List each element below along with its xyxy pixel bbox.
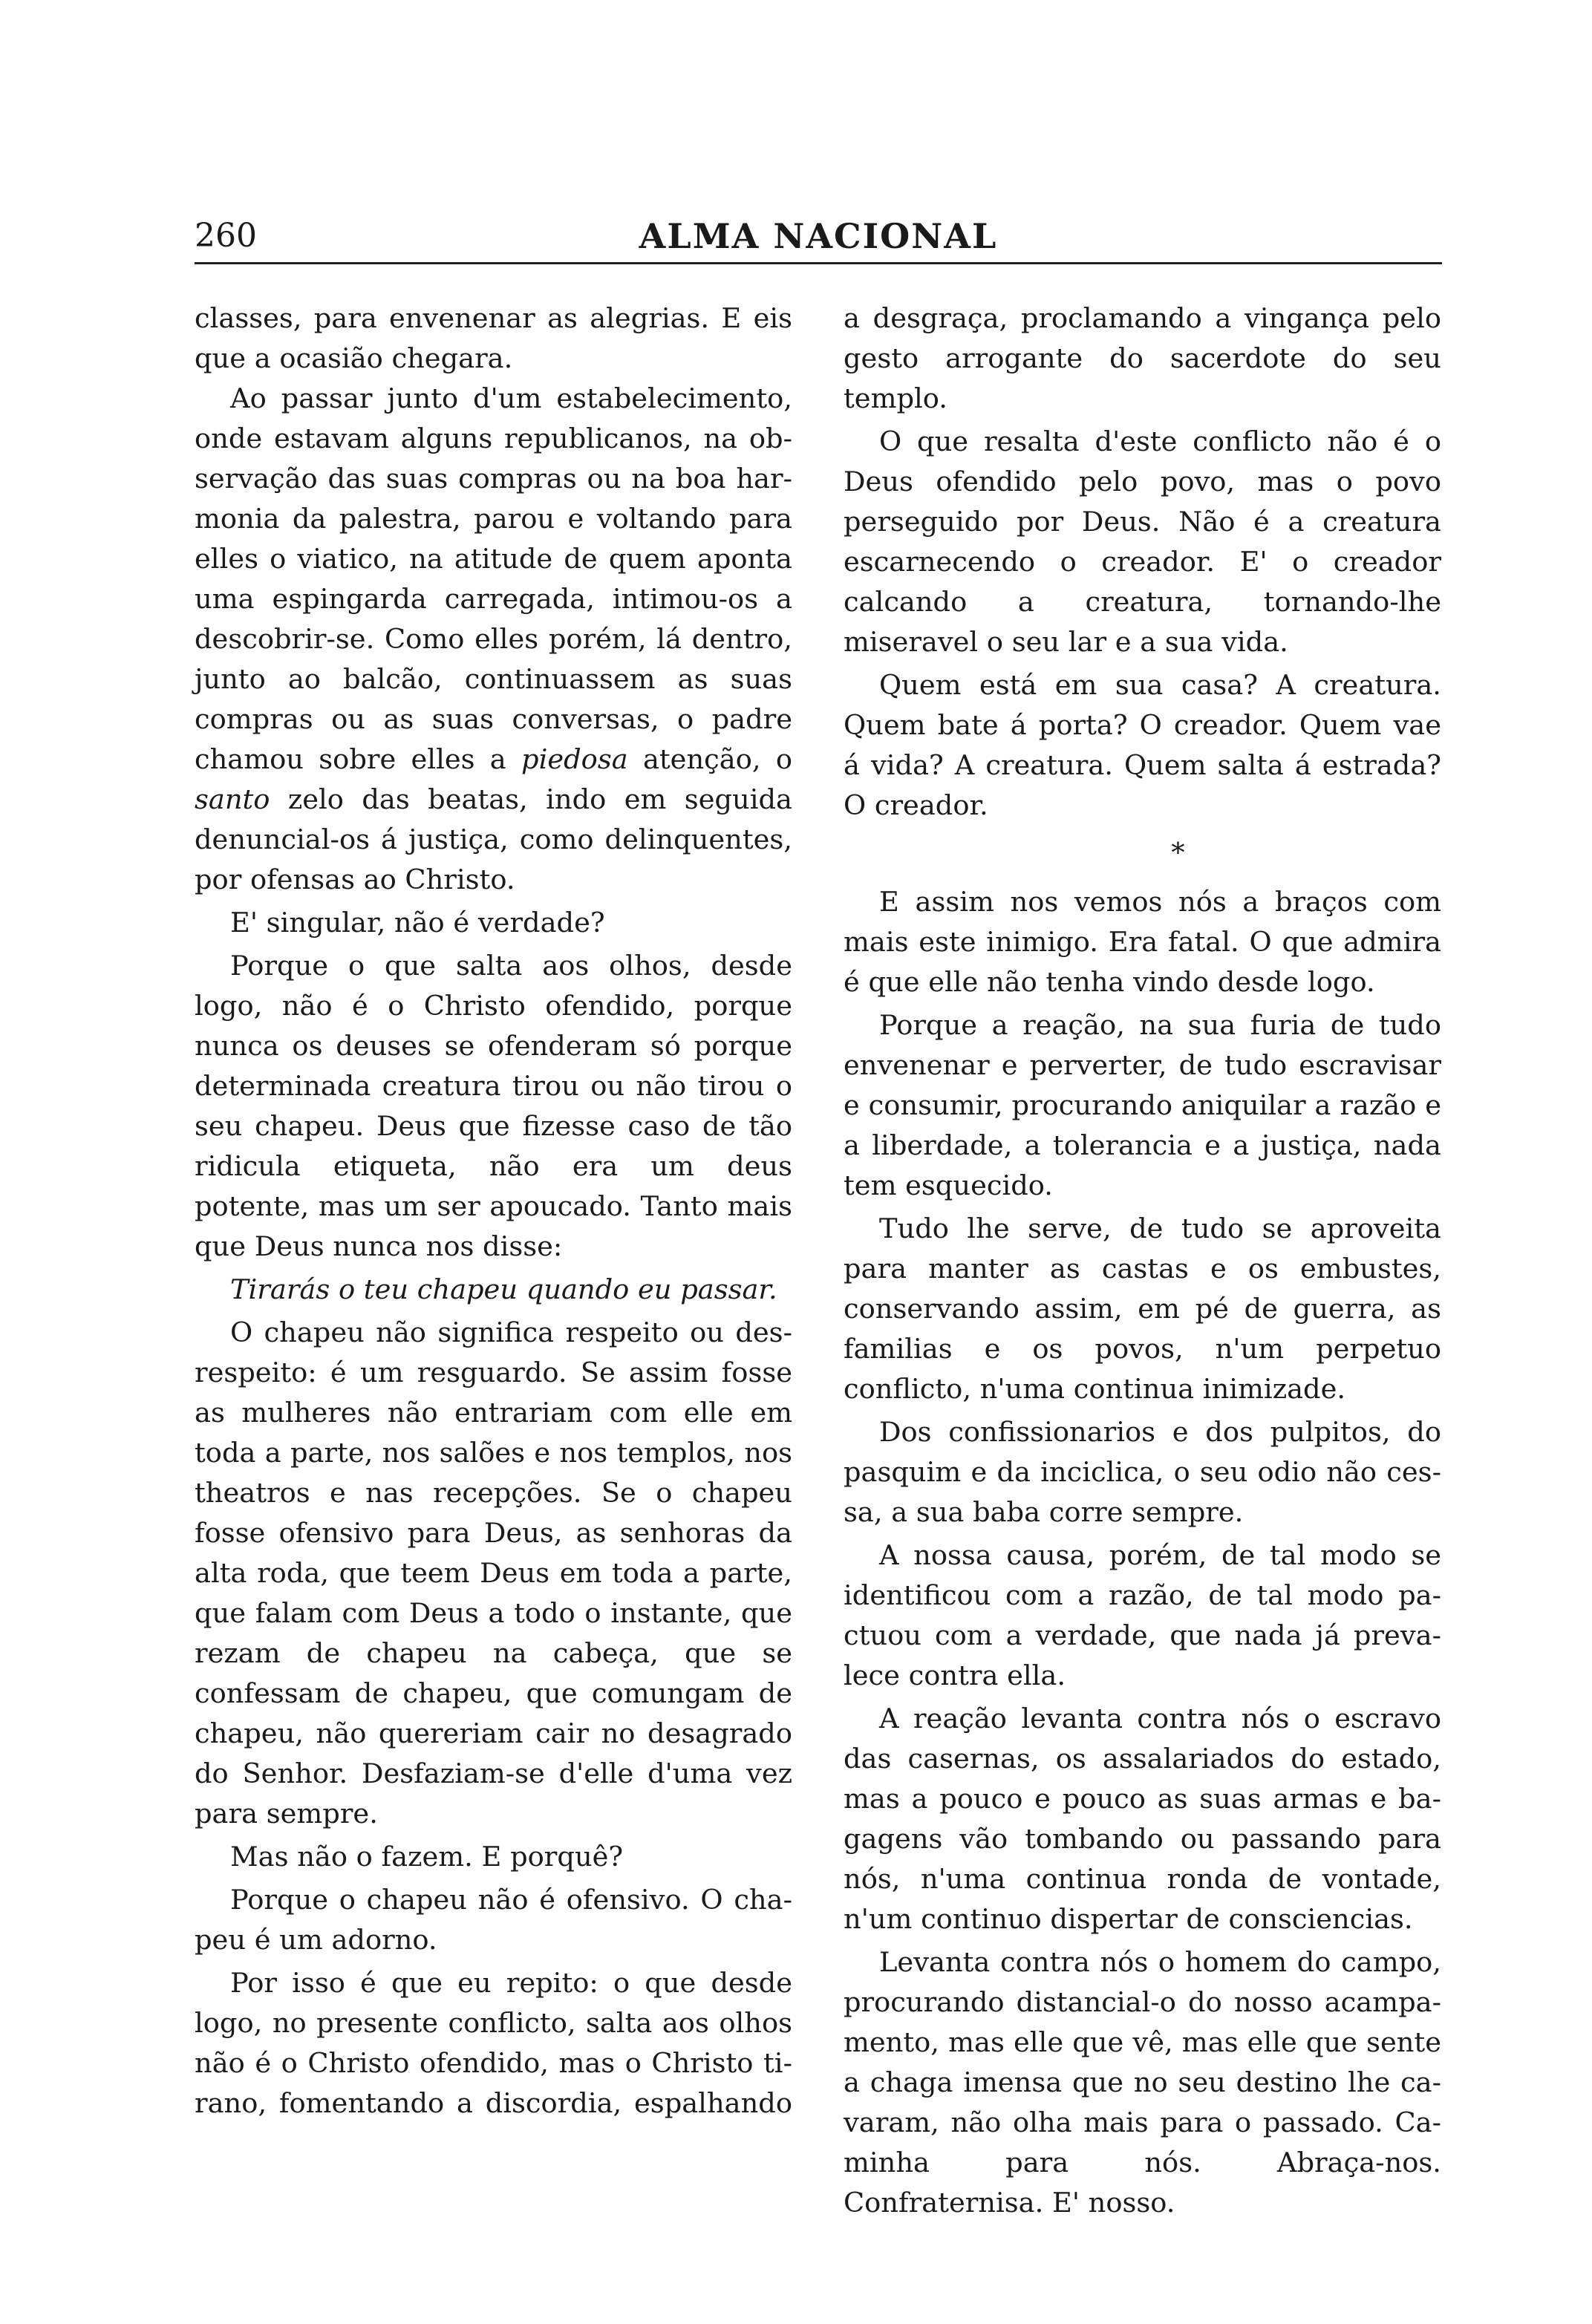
text-run: atenção, o (627, 743, 792, 775)
paragraph: O que resalta d'este conflicto não é o Deus ofendido pelo povo, mas o povo perseguido por Deus. Não é a creatura escarnecendo o creador. E' o creador calcando a creatura, tornando-lhe miseravel o seu lar e a sua vida. (844, 425, 1441, 658)
paragraph: O chapeu não significa respeito ou desrespeito: é um resguardo. Se assim fosse as mulheres não entrariam com elle em toda a parte, nos salões e nos templos, nos theatros e nas recepções. Se o chapeu fosse ofensivo para Deus, as senhoras da alta roda, que teem Deus em toda a parte, que falam com Deus a todo o instante, que rezam de chapeu na cabeça, que se confessam de chapeu, que comungam de chapeu, não quereriam cair no desagrado do Senhor. Desfaziam-se d'elle d'uma vez para sempre. (195, 1316, 792, 1830)
paragraph: Tudo lhe serve, de tudo se aproveita para manter as castas e os embustes, conservando assim, em pé de guerra, as familias e os povos, n'um perpetuo conflicto, n'uma continua inimizade. (844, 1212, 1441, 1405)
paragraph: Dos confissionarios e dos pulpitos, do pasquim e da inciclica, o seu odio não cessa, a sua baba corre sempre. (844, 1416, 1441, 1528)
emphasis: santo (195, 783, 270, 815)
header-rule (195, 262, 1442, 264)
paragraph: Porque o que salta aos olhos, desde logo, não é o Christo ofendido, porque nunca os deuses se ofenderam só porque determinada creatura tirou ou não tirou o seu chapeu. Deus que fizesse caso de tão ridicula etiqueta, não era um deus potente, mas um ser apoucado. Tanto mais que Deus nunca nos disse: (195, 950, 792, 1262)
right-column (844, 298, 1441, 2223)
paragraph: Quem está em sua casa? A creatura. Quem bate á porta? O creador. Quem vae á vida? A creatura. Quem salta á estrada? O creador. (844, 669, 1441, 821)
section-separator (844, 833, 1441, 873)
paragraph (195, 379, 792, 900)
page-header (195, 214, 1442, 258)
paragraph: a desgraça, proclamando a vingança pelo gesto arrogante do sacerdote do seu templo. (844, 302, 1441, 414)
paragraph: A reação levanta contra nós o escravo das casernas, os assalariados do estado, mas a pouco e pouco as suas armas e bagagens vão tombando ou passando para nós, n'uma continua ronda de vontade, n'um continuo dispertar de consciencias. (844, 1703, 1441, 1935)
paragraph: Levanta contra nós o homem do campo, procurando distancial-o do nosso acampamento, mas elle que vê, mas elle que sente a chaga imensa que no seu destino lhe cavaram, não olha mais para o passado. Caminha para nós. Abraça-nos. Confraternisa. E' nosso. (844, 1946, 1441, 2219)
text-run: Ao passar junto d'um estabelecimento, onde estavam alguns republicanos, na observação das suas compras ou na boa harmonia da palestra, parou e voltando para elles o viatico, na atitude de quem aponta uma espingarda carregada, intimou-os a descobrir-se. Como elles porém, lá dentro, junto ao balcão, continuassem as suas compras ou as suas conversas, o padre chamou sobre elles a (195, 382, 792, 775)
page-number: 260 (195, 217, 257, 255)
quoted-line: Tirarás o teu chapeu quando eu passar. (230, 1273, 777, 1305)
emphasis: piedosa (521, 743, 628, 775)
paragraph: Por isso é que eu repito: o que desde logo, no presente conflicto, salta aos olhos não é o Christo ofendido, mas o Christo tirano, fomentando a discordia, espalhando (195, 1967, 792, 2119)
left-column (195, 298, 792, 2124)
paragraph: Porque o chapeu não é ofensivo. O chapeu é um adorno. (195, 1884, 792, 1956)
paragraph: E assim nos vemos nós a braços com mais este inimigo. Era fatal. O que admira é que elle não tenha vindo desde logo. (844, 886, 1441, 998)
paragraph: E' singular, não é verdade? (230, 907, 605, 939)
paragraph: A nossa causa, porém, de tal modo se identificou com a razão, de tal modo pactuou com a verdade, que nada já prevalece contra ella. (844, 1539, 1441, 1691)
text-run: zelo das beatas, indo em seguida denuncial-os á justiça, como delinquentes, por ofensas ao Christo. (195, 783, 792, 895)
asterisk: * (1171, 837, 1185, 869)
paragraph: Porque a reação, na sua furia de tudo envenenar e perverter, de tudo escravisar e consumir, procurando aniquilar a razão e a liberdade, a tolerancia e a justiça, nada tem esquecido. (844, 1009, 1441, 1201)
running-title: ALMA NACIONAL (639, 216, 998, 256)
paragraph: Mas não o fazem. E porquê? (230, 1841, 624, 1873)
paragraph: classes, para envenenar as alegrias. E eis que a ocasião chegara. (195, 302, 792, 374)
